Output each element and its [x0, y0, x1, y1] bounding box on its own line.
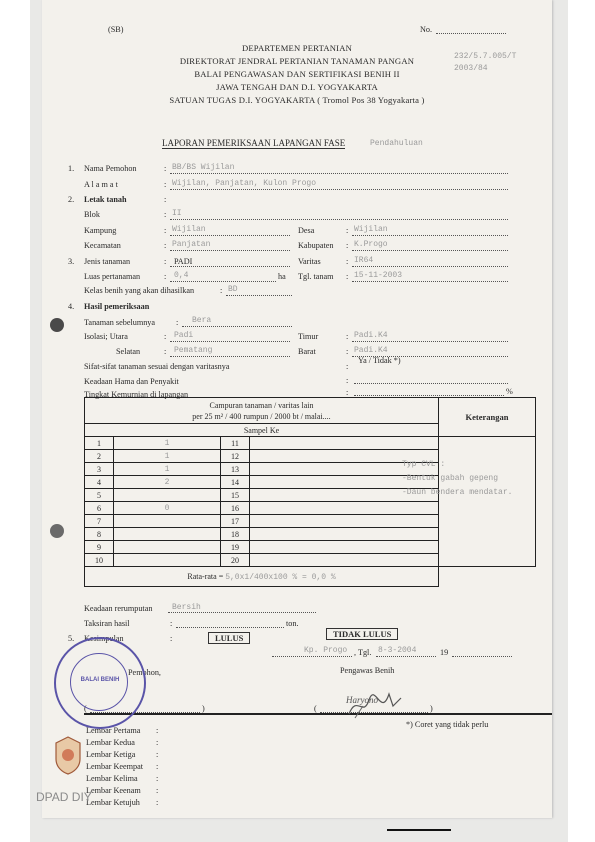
sample-value: [114, 515, 221, 528]
header-line-2: DIREKTORAT JENDRAL PERTANIAN TANAMAN PANGAN: [179, 56, 415, 66]
label-kelas-benih: Kelas benih yang akan dihasilkan: [84, 286, 195, 295]
label-letak-tanah: Letak tanah: [84, 195, 127, 204]
table-keterangan-header: Keterangan: [439, 398, 536, 437]
coret-note: *) Coret yang tidak perlu: [406, 720, 489, 729]
punch-hole-bottom: [50, 524, 64, 538]
sample-value: [114, 541, 221, 554]
unit-ha: ha: [278, 272, 286, 281]
value-desa: Wijilan: [354, 225, 388, 234]
header-line-4: JAWA TENGAH DAN D.I. YOGYAKARTA: [216, 82, 378, 92]
emblem-icon: [52, 735, 84, 775]
sample-num: 3: [85, 463, 114, 476]
year: 19: [440, 648, 449, 657]
table-sampel-ke: Sampel Ke: [85, 424, 439, 437]
sample-num: 1: [85, 437, 114, 450]
label-isolasi-utara: Isolasi; Utara: [84, 332, 128, 341]
label-selatan: Selatan: [116, 347, 141, 356]
sample-num: 17: [221, 515, 250, 528]
table-header-1: Campuran tanaman / varitas lain: [209, 400, 314, 410]
label-tgl-tanam: Tgl. tanam: [298, 272, 334, 281]
sample-value: [114, 554, 221, 567]
form-paper: (SB) No. 232/5.7.005/T 2003/84 DEPARTEMEN PERTANIAN DIREKTORAT JENDRAL PERTANIAN TANAMAN PANGAN BALAI PENGAWASAN DAN SERTIFIKASI BENIH II JAWA TENGAH DAN D.I. YOGYAKARTA SATUAN TUGAS D.I. YOGYAKARTA ( Tromol Pos 38 Yogyakarta ) LAPORAN PEMERIKSAAN LAPANGAN FASE Pendahuluan 1. Nama Pemohon : BB/BS Wijilan A l a m a t : Wijilan, Panjatan, Kulon Progo 2. Letak tanah : Blok : II Kampung : Wijilan Desa : Wijilan Kecamatan : Panjatan Kabupaten : K.Progo 3. Jenis tanaman : PADI Varitas : IR64 Luas pertanaman : 0,4 ha Tgl. tanam : 15-11-2003 Kelas benih yang akan dihasilkan : BD 4. Hasil pemeriksaan Tanaman sebelumnya : Bera Isolasi; Utara : Padi Timur : Padi.K4 Selatan : Pematang Barat : Padi.K4 Sifat-sifat tanaman sesuai dengan varitasnya : Ya / Tidak *) Keadaan Hama dan Penyakit : Tingkat Kemurnian di lapangan : % Campuran tanaman / varitas lain per 25 m² / 400 rumpun / 2000 bt / malai.... Keterangan Sampel Ke 1 1 11 2 1 12 3 1 13 4 2 14 5 15 6 0 16 7 17 8 18 9 19 10 20 Rata-rata = 5,0x1/400x100 % = 0,0 % Typ CVL : -Bentuk gabah gepeng -Daun bendera mendatar. Keadaan rerumputan Bersih Taksiran hasil : ton. 5. Kesimpulan : LULUS TIDAK LULUS Kp. Progo , Tgl. 8-3-2004 19 Pemohon, Pengawas Benih ( ) ( ) Haryono *) Coret yang tidak perlu Lembar Pertama Lembar Kedua Lembar Ketiga Lembar Keempat Lembar Kelima Lembar Keenam Lembar Ketujuh : : : : : : :: [42, 0, 552, 818]
sample-num: 9: [85, 541, 114, 554]
lembar-1: Lembar Pertama: [86, 726, 141, 735]
form-code: (SB): [108, 25, 124, 34]
rata-value: 5,0x1/400x100 % = 0,0 %: [225, 572, 336, 582]
tidak-lulus-box: TIDAK LULUS: [326, 628, 398, 640]
sample-num: 5: [85, 489, 114, 502]
num-3: 3.: [68, 257, 75, 266]
form-title-fill: Pendahuluan: [370, 139, 423, 148]
keterangan-cell: [439, 437, 536, 567]
label-kemurnian: Tingkat Kemurnian di lapangan: [84, 390, 189, 399]
pengawas-name: Haryono: [346, 695, 378, 705]
sample-value: [114, 489, 221, 502]
label-tanaman-sebelumnya: Tanaman sebelumnya: [84, 318, 156, 327]
stamp-text: BALAI BENIH: [80, 677, 120, 683]
watermark: DPAD DIY: [36, 790, 92, 804]
label-kabupaten: Kabupaten: [298, 241, 334, 250]
sample-num: 8: [85, 528, 114, 541]
value-luas: 0,4: [174, 271, 189, 280]
sample-num: 15: [221, 489, 250, 502]
number-value: 232/5.7.005/T: [454, 52, 517, 61]
sample-num: 16: [221, 502, 250, 515]
rata-label: Rata-rata =: [187, 571, 224, 581]
sample-num: 11: [221, 437, 250, 450]
sample-num: 13: [221, 463, 250, 476]
sample-value: [114, 528, 221, 541]
sample-value: 1: [114, 463, 221, 476]
label-desa: Desa: [298, 226, 315, 235]
signature: [345, 688, 405, 722]
sample-value: [250, 437, 439, 450]
sample-value: 1: [114, 437, 221, 450]
value-rerumputan: Bersih: [172, 603, 201, 612]
sample-row: [85, 437, 536, 450]
label-rerumputan: Keadaan rerumputan: [84, 604, 153, 613]
sample-value: 1: [114, 450, 221, 463]
label-hama: Keadaan Hama dan Penyakit: [84, 377, 179, 386]
lembar-7: Lembar Ketujuh: [86, 798, 140, 807]
sample-num: 6: [85, 502, 114, 515]
tgl-label: , Tgl.: [354, 648, 372, 657]
value-nama-pemohon: BB/BS Wijilan: [172, 163, 235, 172]
note-1: Typ CVL :: [402, 460, 446, 469]
place: Kp. Progo: [304, 646, 348, 655]
sample-value: [250, 541, 439, 554]
tgl-value: 8-3-2004: [378, 646, 417, 655]
official-stamp: [54, 637, 146, 729]
label-hasil: Hasil pemeriksaan: [84, 302, 150, 311]
lembar-2: Lembar Kedua: [86, 738, 135, 747]
label-alamat: A l a m a t: [84, 180, 118, 189]
label-kesimpulan: Kesimpulan: [84, 634, 124, 643]
value-isolasi-utara: Padi: [174, 331, 194, 340]
num-4: 4.: [68, 302, 75, 311]
sample-num: 2: [85, 450, 114, 463]
unit-ton: ton.: [286, 619, 299, 628]
lembar-5: Lembar Kelima: [86, 774, 138, 783]
label-kecamatan: Kecamatan: [84, 241, 121, 250]
sample-num: 18: [221, 528, 250, 541]
label-sifat: Sifat-sifat tanaman sesuai dengan varitasnya: [84, 362, 230, 371]
sample-value: [250, 528, 439, 541]
header-line-3: BALAI PENGAWASAN DAN SERTIFIKASI BENIH II: [194, 69, 400, 79]
pemohon-label: Pemohon,: [128, 668, 161, 677]
label-nama-pemohon: Nama Pemohon: [84, 164, 137, 173]
label-luas: Luas pertanaman: [84, 272, 141, 281]
lembar-4: Lembar Keempat: [86, 762, 144, 771]
value-varitas: IR64: [354, 256, 374, 265]
number-value-2: 2003/84: [454, 64, 488, 73]
label-barat: Barat: [298, 347, 316, 356]
sample-num: 10: [85, 554, 114, 567]
sample-value: [250, 515, 439, 528]
value-kampung: Wijilan: [172, 225, 206, 234]
value-barat: Padi.K4: [354, 346, 388, 355]
pengawas-label: Pengawas Benih: [340, 666, 395, 675]
value-jenis-tanaman: PADI: [174, 257, 193, 266]
label-jenis-tanaman: Jenis tanaman: [84, 257, 131, 266]
sample-num: 7: [85, 515, 114, 528]
footer-line: [387, 829, 451, 831]
note-3: -Daun bendera mendatar.: [402, 488, 513, 497]
header-line-5: SATUAN TUGAS D.I. YOGYAKARTA ( Tromol Pos 38 Yogyakarta ): [169, 95, 425, 105]
sample-value: 0: [114, 502, 221, 515]
form-title: LAPORAN PEMERIKSAAN LAPANGAN FASE: [162, 138, 346, 148]
value-timur: Padi.K4: [354, 331, 388, 340]
num-5: 5.: [68, 634, 75, 643]
value-alamat: Wijilan, Panjatan, Kulon Progo: [172, 179, 317, 188]
note-2: -Bentuk gabah gepeng: [402, 474, 499, 483]
lembar-3: Lembar Ketiga: [86, 750, 136, 759]
lulus-box: LULUS: [208, 632, 250, 644]
value-kecamatan: Panjatan: [172, 240, 211, 249]
label-timur: Timur: [298, 332, 319, 341]
label-kampung: Kampung: [84, 226, 117, 235]
sample-num: 20: [221, 554, 250, 567]
value-sifat: Ya / Tidak *): [358, 356, 401, 365]
sample-num: 19: [221, 541, 250, 554]
sample-num: 14: [221, 476, 250, 489]
value-tanaman-sebelumnya: Bera: [192, 316, 212, 325]
table-header-2: per 25 m² / 400 rumpun / 2000 bt / malai....: [192, 411, 331, 421]
number-label: No.: [420, 25, 433, 34]
label-taksiran: Taksiran hasil: [84, 619, 130, 628]
label-varitas: Varitas: [298, 257, 321, 266]
value-selatan: Pematang: [174, 346, 213, 355]
value-blok: II: [172, 209, 182, 218]
num-2: 2.: [68, 195, 75, 204]
header-line-1: DEPARTEMEN PERTANIAN: [241, 43, 353, 53]
sample-value: [250, 554, 439, 567]
value-kelas-benih: BD: [228, 285, 238, 294]
sample-value: 2: [114, 476, 221, 489]
num-1: 1.: [68, 164, 75, 173]
sample-num: 4: [85, 476, 114, 489]
value-kabupaten: K.Progo: [354, 240, 388, 249]
lembar-6: Lembar Keenam: [86, 786, 141, 795]
sample-value: [250, 502, 439, 515]
unit-percent: %: [506, 387, 513, 396]
punch-hole-top: [50, 318, 64, 332]
value-tgl-tanam: 15-11-2003: [354, 271, 403, 280]
sample-num: 12: [221, 450, 250, 463]
label-blok: Blok: [84, 210, 100, 219]
